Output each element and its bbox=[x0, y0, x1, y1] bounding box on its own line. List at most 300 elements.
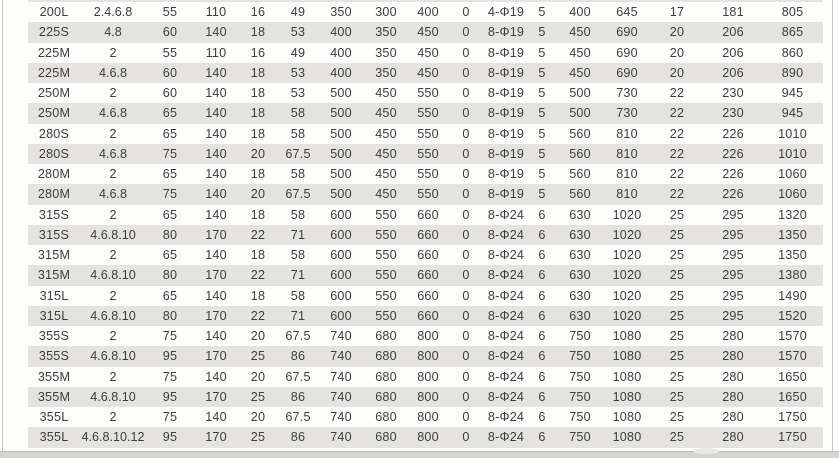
table-row bbox=[28, 63, 823, 83]
table-cell: 225M bbox=[37, 65, 71, 80]
table-cell: 226 bbox=[722, 167, 744, 182]
table-cell: 1010 bbox=[778, 126, 807, 141]
table-cell: 550 bbox=[417, 126, 439, 141]
table-cell: 140 bbox=[205, 288, 227, 303]
table-cell: 75 bbox=[162, 146, 178, 161]
table-cell: 6 bbox=[538, 248, 546, 263]
table-cell: 450 bbox=[375, 126, 397, 141]
table-cell: 400 bbox=[330, 25, 352, 40]
table-cell: 0 bbox=[462, 308, 470, 323]
table-cell: 315M bbox=[37, 268, 71, 283]
table-cell: 25 bbox=[669, 288, 685, 303]
table-cell: 22 bbox=[669, 187, 685, 202]
table-row bbox=[28, 83, 823, 103]
table-cell: 1650 bbox=[778, 369, 807, 384]
table-cell: 6 bbox=[538, 410, 546, 425]
table-cell: 600 bbox=[330, 207, 352, 222]
table-cell: 500 bbox=[330, 187, 352, 202]
table-row bbox=[28, 367, 823, 387]
table-cell: 600 bbox=[330, 268, 352, 283]
table-cell: 4.6.8.10 bbox=[90, 349, 136, 364]
table-cell: 1380 bbox=[778, 268, 807, 283]
table-cell: 550 bbox=[375, 207, 397, 222]
table-cell: 740 bbox=[330, 389, 352, 404]
table-cell: 206 bbox=[722, 45, 744, 60]
table-cell: 450 bbox=[375, 86, 397, 101]
table-cell: 95 bbox=[162, 430, 178, 445]
table-cell: 8-Φ24 bbox=[487, 410, 525, 425]
table-cell: 20 bbox=[669, 65, 685, 80]
table-cell: 140 bbox=[205, 65, 227, 80]
table-cell: 25 bbox=[250, 430, 266, 445]
table-row bbox=[28, 43, 823, 63]
table-cell: 660 bbox=[417, 248, 439, 263]
table-cell: 20 bbox=[250, 410, 266, 425]
table-cell: 2 bbox=[109, 207, 117, 222]
table-cell: 250M bbox=[37, 106, 71, 121]
table-cell: 5 bbox=[538, 65, 546, 80]
motor-dimension-table bbox=[28, 2, 823, 448]
table-cell: 2 bbox=[109, 86, 117, 101]
table-cell: 25 bbox=[669, 369, 685, 384]
table-cell: 450 bbox=[569, 45, 591, 60]
table-cell: 0 bbox=[462, 227, 470, 242]
table-cell: 865 bbox=[781, 25, 804, 40]
table-cell: 550 bbox=[417, 86, 439, 101]
table-cell: 8-Φ19 bbox=[487, 146, 525, 161]
table-cell: 0 bbox=[462, 288, 470, 303]
table-cell: 450 bbox=[569, 25, 591, 40]
table-cell: 6 bbox=[538, 349, 546, 364]
table-cell: 18 bbox=[250, 86, 266, 101]
table-cell: 945 bbox=[781, 106, 804, 121]
table-cell: 280M bbox=[37, 187, 71, 202]
table-cell: 140 bbox=[205, 167, 227, 182]
table-cell: 800 bbox=[417, 329, 439, 344]
table-cell: 1080 bbox=[612, 329, 642, 344]
table-cell: 65 bbox=[162, 106, 178, 121]
table-cell: 550 bbox=[417, 106, 439, 121]
table-cell: 350 bbox=[375, 65, 397, 80]
table-cell: 0 bbox=[462, 329, 470, 344]
table-cell: 86 bbox=[290, 430, 306, 445]
table-cell: 5 bbox=[538, 106, 546, 121]
table-cell: 5 bbox=[538, 167, 546, 182]
table-cell: 8-Φ24 bbox=[487, 308, 525, 323]
table-cell: 67.5 bbox=[285, 187, 311, 202]
table-cell: 450 bbox=[417, 45, 439, 60]
table-cell: 630 bbox=[569, 268, 591, 283]
table-cell: 800 bbox=[417, 410, 439, 425]
table-cell: 20 bbox=[669, 25, 685, 40]
table-cell: 20 bbox=[250, 369, 266, 384]
table-cell: 5 bbox=[538, 86, 546, 101]
table-cell: 550 bbox=[417, 146, 439, 161]
table-cell: 5 bbox=[538, 126, 546, 141]
table-cell: 645 bbox=[616, 5, 638, 20]
table-cell: 1010 bbox=[778, 146, 807, 161]
table-cell: 280 bbox=[722, 389, 744, 404]
table-cell: 450 bbox=[375, 146, 397, 161]
table-cell: 6 bbox=[538, 430, 546, 445]
table-cell: 740 bbox=[330, 369, 352, 384]
table-cell: 1750 bbox=[778, 430, 807, 445]
table-cell: 140 bbox=[205, 86, 227, 101]
table-cell: 6 bbox=[538, 389, 546, 404]
table-cell: 2 bbox=[109, 369, 117, 384]
table-cell: 22 bbox=[250, 227, 266, 242]
table-cell: 300 bbox=[375, 5, 397, 20]
table-cell: 600 bbox=[330, 308, 352, 323]
table-cell: 20 bbox=[250, 329, 266, 344]
table-cell: 58 bbox=[290, 167, 306, 182]
table-cell: 660 bbox=[417, 308, 439, 323]
table-cell: 4-Φ19 bbox=[487, 5, 525, 20]
table-cell: 226 bbox=[722, 126, 744, 141]
table-cell: 0 bbox=[462, 187, 470, 202]
table-cell: 1020 bbox=[612, 268, 642, 283]
table-cell: 75 bbox=[162, 369, 178, 384]
table-cell: 170 bbox=[205, 349, 227, 364]
table-cell: 500 bbox=[330, 167, 352, 182]
table-cell: 0 bbox=[462, 369, 470, 384]
table-cell: 8-Φ24 bbox=[487, 430, 525, 445]
table-cell: 80 bbox=[162, 268, 178, 283]
table-cell: 8-Φ24 bbox=[487, 329, 525, 344]
table-cell: 22 bbox=[669, 167, 685, 182]
table-cell: 140 bbox=[205, 106, 227, 121]
table-cell: 53 bbox=[290, 65, 306, 80]
table-cell: 5 bbox=[538, 187, 546, 202]
table-cell: 8-Φ24 bbox=[487, 288, 525, 303]
table-cell: 400 bbox=[417, 5, 439, 20]
table-cell: 49 bbox=[290, 5, 306, 20]
table-cell: 730 bbox=[616, 86, 638, 101]
table-cell: 560 bbox=[569, 126, 591, 141]
table-cell: 1320 bbox=[778, 207, 807, 222]
table-cell: 0 bbox=[462, 349, 470, 364]
table-cell: 400 bbox=[569, 5, 591, 20]
table-row bbox=[28, 22, 823, 42]
table-cell: 295 bbox=[722, 268, 744, 283]
table-cell: 18 bbox=[250, 248, 266, 263]
table-row bbox=[28, 103, 823, 123]
table-cell: 1570 bbox=[778, 349, 807, 364]
table-cell: 140 bbox=[205, 248, 227, 263]
page-bottom-edge-strip bbox=[0, 451, 839, 458]
table-cell: 600 bbox=[330, 227, 352, 242]
table-cell: 315M bbox=[37, 248, 71, 263]
table-cell: 355L bbox=[39, 410, 69, 425]
table-cell: 680 bbox=[375, 389, 397, 404]
table-cell: 71 bbox=[290, 227, 306, 242]
table-cell: 450 bbox=[375, 167, 397, 182]
table-cell: 170 bbox=[205, 430, 227, 445]
table-cell: 630 bbox=[569, 207, 591, 222]
table-cell: 75 bbox=[162, 410, 178, 425]
table-cell: 2 bbox=[109, 126, 117, 141]
table-cell: 140 bbox=[205, 410, 227, 425]
table-cell: 1080 bbox=[612, 410, 642, 425]
table-cell: 740 bbox=[330, 410, 352, 425]
table-cell: 1490 bbox=[778, 288, 807, 303]
table-cell: 225M bbox=[37, 45, 71, 60]
table-cell: 22 bbox=[669, 126, 685, 141]
table-row bbox=[28, 346, 823, 366]
table-cell: 2 bbox=[109, 288, 117, 303]
table-cell: 0 bbox=[462, 5, 470, 20]
table-cell: 22 bbox=[250, 268, 266, 283]
table-cell: 170 bbox=[205, 227, 227, 242]
table-cell: 4.6.8.10 bbox=[90, 308, 136, 323]
table-cell: 58 bbox=[290, 248, 306, 263]
table-cell: 8-Φ24 bbox=[487, 248, 525, 263]
table-cell: 1020 bbox=[612, 288, 642, 303]
table-cell: 140 bbox=[205, 369, 227, 384]
table-cell: 1520 bbox=[778, 308, 807, 323]
table-cell: 1350 bbox=[778, 227, 807, 242]
table-cell: 17 bbox=[669, 5, 685, 20]
table-cell: 860 bbox=[781, 45, 804, 60]
table-cell: 630 bbox=[569, 227, 591, 242]
table-cell: 500 bbox=[330, 86, 352, 101]
table-cell: 750 bbox=[569, 410, 591, 425]
table-cell: 1080 bbox=[612, 369, 642, 384]
table-cell: 75 bbox=[162, 187, 178, 202]
table-cell: 810 bbox=[616, 167, 638, 182]
table-cell: 1350 bbox=[778, 248, 807, 263]
table-cell: 0 bbox=[462, 106, 470, 121]
table-cell: 170 bbox=[205, 308, 227, 323]
table-cell: 230 bbox=[722, 86, 744, 101]
table-cell: 660 bbox=[417, 288, 439, 303]
table-cell: 25 bbox=[669, 308, 685, 323]
table-cell: 660 bbox=[417, 207, 439, 222]
table-cell: 25 bbox=[669, 329, 685, 344]
table-cell: 1080 bbox=[612, 430, 642, 445]
table-cell: 1080 bbox=[612, 349, 642, 364]
table-cell: 16 bbox=[250, 45, 266, 60]
table-cell: 2.4.6.8 bbox=[93, 5, 133, 20]
table-cell: 550 bbox=[417, 167, 439, 182]
table-cell: 22 bbox=[669, 86, 685, 101]
table-cell: 450 bbox=[569, 65, 591, 80]
table-cell: 60 bbox=[162, 86, 178, 101]
table-cell: 350 bbox=[375, 45, 397, 60]
table-cell: 95 bbox=[162, 389, 178, 404]
table-cell: 400 bbox=[330, 45, 352, 60]
table-cell: 53 bbox=[290, 86, 306, 101]
table-cell: 295 bbox=[722, 207, 744, 222]
table-cell: 315S bbox=[38, 207, 70, 222]
table-cell: 0 bbox=[462, 268, 470, 283]
table-cell: 0 bbox=[462, 45, 470, 60]
table-cell: 295 bbox=[722, 248, 744, 263]
table-row bbox=[28, 387, 823, 407]
table-cell: 6 bbox=[538, 207, 546, 222]
table-cell: 8-Φ24 bbox=[487, 349, 525, 364]
table-cell: 1750 bbox=[778, 410, 807, 425]
next-figure-peek bbox=[693, 448, 719, 454]
table-row bbox=[28, 407, 823, 427]
table-cell: 67.5 bbox=[285, 146, 311, 161]
table-cell: 18 bbox=[250, 167, 266, 182]
table-row bbox=[28, 265, 823, 285]
table-cell: 95 bbox=[162, 349, 178, 364]
table-cell: 55 bbox=[162, 5, 178, 20]
table-cell: 810 bbox=[616, 187, 638, 202]
table-cell: 25 bbox=[669, 227, 685, 242]
table-cell: 0 bbox=[462, 410, 470, 425]
table-cell: 65 bbox=[162, 207, 178, 222]
table-cell: 8-Φ19 bbox=[487, 86, 525, 101]
table-row bbox=[28, 306, 823, 326]
table-cell: 206 bbox=[722, 25, 744, 40]
table-cell: 280 bbox=[722, 430, 744, 445]
table-row bbox=[28, 427, 823, 447]
table-cell: 170 bbox=[205, 268, 227, 283]
table-cell: 500 bbox=[330, 146, 352, 161]
table-cell: 5 bbox=[538, 45, 546, 60]
table-cell: 355S bbox=[38, 329, 70, 344]
table-cell: 450 bbox=[375, 187, 397, 202]
table-cell: 680 bbox=[375, 329, 397, 344]
table-cell: 1020 bbox=[612, 308, 642, 323]
table-row bbox=[28, 225, 823, 245]
table-cell: 170 bbox=[205, 389, 227, 404]
page-right-edge-line bbox=[832, 0, 833, 458]
table-row bbox=[28, 2, 823, 22]
table-cell: 8-Φ19 bbox=[487, 126, 525, 141]
table-cell: 500 bbox=[330, 106, 352, 121]
table-cell: 280 bbox=[722, 329, 744, 344]
table-cell: 355L bbox=[39, 430, 69, 445]
table-row bbox=[28, 144, 823, 164]
table-cell: 1020 bbox=[612, 248, 642, 263]
table-cell: 25 bbox=[669, 389, 685, 404]
table-cell: 86 bbox=[290, 349, 306, 364]
table-cell: 350 bbox=[375, 25, 397, 40]
table-cell: 6 bbox=[538, 268, 546, 283]
table-cell: 18 bbox=[250, 106, 266, 121]
table-cell: 20 bbox=[250, 187, 266, 202]
table-cell: 550 bbox=[375, 288, 397, 303]
table-cell: 450 bbox=[417, 25, 439, 40]
table-cell: 4.6.8.10 bbox=[90, 227, 136, 242]
table-cell: 25 bbox=[669, 268, 685, 283]
table-cell: 8-Φ19 bbox=[487, 167, 525, 182]
table-cell: 500 bbox=[569, 106, 591, 121]
table-cell: 500 bbox=[569, 86, 591, 101]
table-cell: 80 bbox=[162, 308, 178, 323]
table-cell: 8-Φ24 bbox=[487, 369, 525, 384]
table-cell: 800 bbox=[417, 389, 439, 404]
table-cell: 0 bbox=[462, 146, 470, 161]
table-cell: 8-Φ19 bbox=[487, 45, 525, 60]
table-cell: 25 bbox=[250, 349, 266, 364]
table-cell: 67.5 bbox=[285, 369, 311, 384]
table-cell: 65 bbox=[162, 167, 178, 182]
table-cell: 280 bbox=[722, 349, 744, 364]
table-cell: 560 bbox=[569, 167, 591, 182]
table-cell: 226 bbox=[722, 146, 744, 161]
table-cell: 80 bbox=[162, 227, 178, 242]
table-cell: 280S bbox=[38, 146, 70, 161]
table-cell: 750 bbox=[569, 329, 591, 344]
table-cell: 280 bbox=[722, 410, 744, 425]
table-cell: 690 bbox=[616, 25, 638, 40]
table-cell: 945 bbox=[781, 86, 804, 101]
table-cell: 600 bbox=[330, 248, 352, 263]
table-cell: 680 bbox=[375, 410, 397, 425]
table-cell: 2 bbox=[109, 167, 117, 182]
table-cell: 4.6.8.10.12 bbox=[81, 430, 145, 445]
table-cell: 1080 bbox=[612, 389, 642, 404]
table-cell: 4.6.8 bbox=[98, 106, 127, 121]
table-cell: 295 bbox=[722, 308, 744, 323]
table-cell: 0 bbox=[462, 248, 470, 263]
table-cell: 500 bbox=[330, 126, 352, 141]
table-cell: 0 bbox=[462, 430, 470, 445]
table-cell: 1060 bbox=[778, 187, 807, 202]
table-cell: 25 bbox=[250, 389, 266, 404]
table-cell: 58 bbox=[290, 207, 306, 222]
table-cell: 750 bbox=[569, 430, 591, 445]
table-cell: 630 bbox=[569, 248, 591, 263]
table-cell: 750 bbox=[569, 389, 591, 404]
table-cell: 630 bbox=[569, 288, 591, 303]
table-cell: 140 bbox=[205, 207, 227, 222]
table-cell: 550 bbox=[417, 187, 439, 202]
table-cell: 6 bbox=[538, 288, 546, 303]
table-row bbox=[28, 164, 823, 184]
table-cell: 400 bbox=[330, 65, 352, 80]
table-cell: 65 bbox=[162, 126, 178, 141]
table-cell: 71 bbox=[290, 308, 306, 323]
table-cell: 6 bbox=[538, 329, 546, 344]
table-cell: 550 bbox=[375, 248, 397, 263]
table-cell: 0 bbox=[462, 86, 470, 101]
table-cell: 18 bbox=[250, 25, 266, 40]
table-cell: 1020 bbox=[612, 207, 642, 222]
table-cell: 5 bbox=[538, 146, 546, 161]
table-cell: 690 bbox=[616, 65, 638, 80]
table-cell: 6 bbox=[538, 308, 546, 323]
table-cell: 140 bbox=[205, 25, 227, 40]
table-cell: 25 bbox=[669, 349, 685, 364]
table-row bbox=[28, 245, 823, 265]
table-cell: 25 bbox=[669, 430, 685, 445]
table-cell: 810 bbox=[616, 126, 638, 141]
table-cell: 55 bbox=[162, 45, 178, 60]
table-cell: 4.8 bbox=[104, 25, 122, 40]
table-cell: 280 bbox=[722, 369, 744, 384]
table-cell: 800 bbox=[417, 430, 439, 445]
table-cell: 110 bbox=[205, 5, 227, 20]
table-cell: 200L bbox=[39, 5, 69, 20]
table-cell: 25 bbox=[669, 207, 685, 222]
table-cell: 4.6.8 bbox=[98, 187, 127, 202]
table-cell: 560 bbox=[569, 187, 591, 202]
table-cell: 5 bbox=[538, 5, 546, 20]
table-cell: 690 bbox=[616, 45, 638, 60]
table-cell: 140 bbox=[205, 187, 227, 202]
table-cell: 550 bbox=[375, 308, 397, 323]
table-cell: 280S bbox=[38, 126, 70, 141]
table-cell: 0 bbox=[462, 167, 470, 182]
table-cell: 8-Φ19 bbox=[487, 187, 525, 202]
table-cell: 2 bbox=[109, 45, 117, 60]
